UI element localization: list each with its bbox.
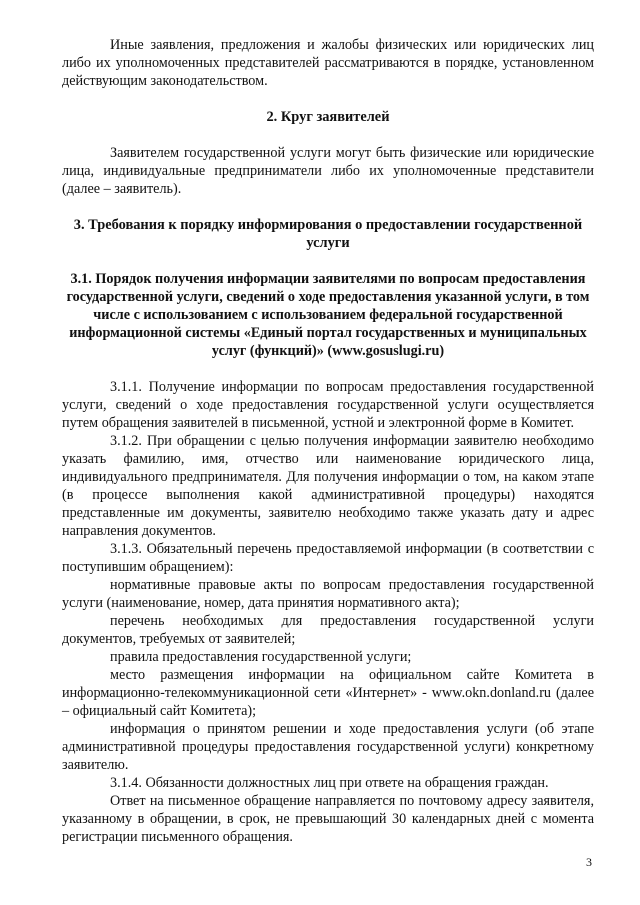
section-3-heading: 3. Требования к порядку информирования о предоставлении государственной услуги	[73, 217, 583, 251]
list-item-rules: правила предоставления государственной услуги;	[110, 649, 412, 665]
section-2-paragraph: Заявителем государственной услуги могут быть физические или юридические лица, индивидуальные предприниматели либо их уполномоченные представители (далее – заявитель).	[62, 145, 594, 197]
paragraph-3-1-3: 3.1.3. Обязательный перечень предоставляемой информации (в соответствии с поступившим обращением):	[62, 541, 594, 575]
document-body	[62, 36, 594, 846]
paragraph-3-1-4: 3.1.4. Обязанности должностных лиц при ответе на обращения граждан.	[110, 775, 549, 791]
spacer	[62, 90, 594, 108]
page-number: 3	[586, 855, 592, 869]
spacer	[62, 126, 594, 144]
list-item-decision-info: информация о принятом решении и ходе предоставления услуги (об этапе административной процедуры предоставления государственной услуги) конкретному заявителю.	[62, 721, 594, 773]
list-item-website: место размещения информации на официальном сайте Комитета в информационно-телекоммуникационной сети «Интернет» - www.okn.donland.ru (далее – официальный сайт Комитета);	[62, 667, 594, 719]
paragraph-3-1-2: 3.1.2. При обращении с целью получения информации заявителю необходимо указать фамилию, имя, отчество или наименование юридического лица, индивидуального предпринимателя. Для получения информации о том, на каком этапе (в процессе выполнения какой административной процедуры) находятся представленные им документы, заявителю необходимо также указать дату и адрес направления документов.	[62, 433, 594, 539]
section-2-heading: 2. Круг заявителей	[266, 109, 390, 125]
spacer	[62, 360, 594, 378]
list-item-documents: перечень необходимых для предоставления государственной услуги документов, требуемых от заявителей;	[62, 613, 594, 647]
section-3-1-heading: 3.1. Порядок получения информации заявителями по вопросам предоставления государственной услуги, сведений о ходе предоставления указанной услуги, в том числе с использованием с использованием федеральной государственной информационной системы «Единый портал государственных и муниципальных услуг (функций)» (www.gosuslugi.ru)	[66, 271, 590, 359]
spacer	[62, 198, 594, 216]
list-item-normative-acts: нормативные правовые акты по вопросам предоставления государственной услуги (наименование, номер, дата принятия нормативного акта);	[62, 577, 594, 611]
intro-paragraph: Иные заявления, предложения и жалобы физических или юридических лиц либо их уполномоченных представителей рассматриваются в порядке, установленном действующим законодательством.	[62, 37, 594, 89]
paragraph-3-1-1: 3.1.1. Получение информации по вопросам предоставления государственной услуги, сведений о ходе предоставления государственной услуги осуществляется путем обращения заявителей в письменной, устной и электронной форме в Комитет.	[62, 379, 594, 431]
paragraph-written-reply: Ответ на письменное обращение направляется по почтовому адресу заявителя, указанному в обращении, в срок, не превышающий 30 календарных дней с момента регистрации письменного обращения.	[62, 793, 594, 845]
spacer	[62, 252, 594, 270]
